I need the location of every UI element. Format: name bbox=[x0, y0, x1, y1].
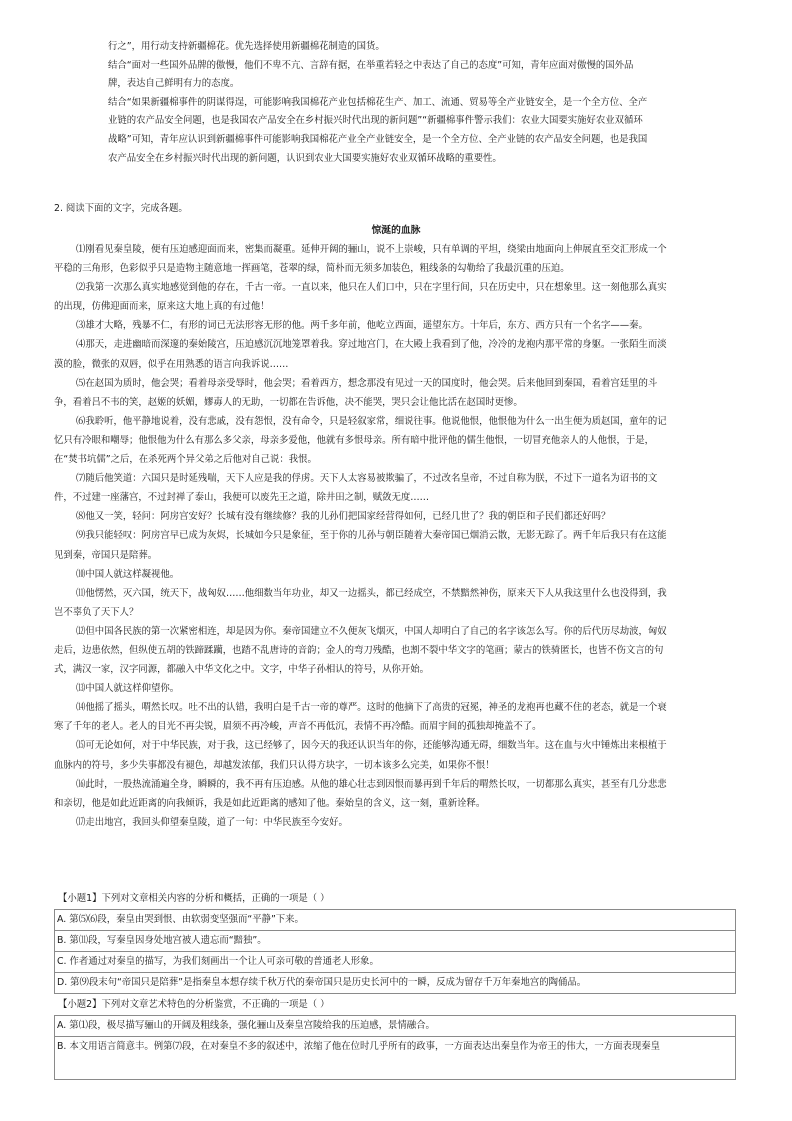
text-line: ⑷那天，走进幽暗而深邃的秦始陵宫，压迫感沉沉地笼罩着我。穿过地宫门，在大殿上我看到了他，冷冷的龙袍内那平常的身躯。一张陌生而淡 bbox=[76, 339, 667, 351]
option-b[interactable]: B. 本文用语言简意丰。例第⑺段，在对秦皇不多的叙述中，浓缩了他在位时几乎所有的政事，一方面表达出秦皇作为帝王的伟大，一方面表现秦皇 bbox=[54, 1036, 736, 1080]
text-line: ⑹我聆听，他平静地说着，没有悲戚，没有怨恨，没有命令，只是轻叙家常，细说往事。他说他恨，他恨他为什么一出生便为质赵国，童年的记 bbox=[76, 415, 667, 427]
text-line: ⑴刚看见秦皇陵，便有压迫感迎面而来，密集而凝重。延伸开阔的骊山，说不上崇峻，只有单调的平坦，绕梁由地面向上伸展直至交汇形成一个 bbox=[76, 244, 667, 255]
text-line: 寒了千年的老人。老人的目光不再尖锐，眉须不再冷峻，声音不再低沉，表情不再冷酷。而眉宇间的孤独却掩盖不了。 bbox=[54, 721, 542, 733]
question-2-stem: 【小题2】下列对文章艺术特色的分析鉴赏，不正确的一项是（ ） bbox=[58, 999, 330, 1010]
text-line: ⒄走出地宫，我回头仰望秦皇陵，道了一句：中华民族至今安好。 bbox=[76, 816, 348, 828]
article-title: 惊涎的血脉 bbox=[371, 225, 421, 236]
text-line: ⒂可无论如何，对于中华民族，对于我，这已经够了，因今天的我还认识当年的你，还能够沟通无碍，细数当年。这在血与火中锤炼出来根植于 bbox=[76, 740, 667, 752]
text-line: 战略”可知，青年应认识到新疆棉事件可能影响我国棉花产业全产业链安全，是一个全方位、全产业链的农产品安全问题，也是我国 bbox=[108, 133, 648, 145]
text-line: ⑽中国人就这样凝视他。 bbox=[76, 568, 180, 580]
text-line: 件，不过建一座藩宫，不过封禅了泰山，我便可以废先王之道，除井田之制，赋敛无度…… bbox=[54, 492, 430, 504]
text-line: ⑿但中国各民族的第一次紧密相连，却是因为你。秦帝国建立不久便灰飞烟灭，中国人却明白了自己的名字该怎么写。你的后代历尽劫波，匈奴 bbox=[76, 625, 667, 637]
text-line: 结合“面对一些国外品牌的傲慢，他们不卑不亢、言辞有据，在举重若轻之中表达了自己的态度”可知，青年应面对傲慢的国外品 bbox=[108, 59, 634, 71]
text-line: 争，看着吕不韦的笑，赵姬的妖媚，嫪毐人的无助，一切都在告诉他，决不能哭，哭只会让他比活在赵国时更惨。 bbox=[54, 396, 523, 408]
article-body bbox=[54, 240, 736, 832]
questions-section bbox=[54, 890, 736, 1082]
text-line: ⑵我第一次那么真实地感觉到他的存在，千古一帝。一直以来，他只在人们口中，只在字里行间，只在历史中，只在想象里。这一刻他那么真实 bbox=[76, 282, 667, 294]
text-line: 忆只有冷眼和嘲辱；他恨他为什么有那么多父亲，母亲多爱他，他就有多恨母亲。所有暗中批评他的儒生他恨，一切冒充他亲人的人他恨，于是， bbox=[54, 434, 655, 446]
text-line: ⒃此时，一股热流涌遍全身，瞬瞬的，我不再有压迫感。从他的雄心壮志到因恨而暴再到千年后的喟然长叹，一切都那么真实，甚至有几分悲悲 bbox=[76, 778, 667, 790]
text-line: ⑼我只能轻叹：阿房宫早已成为灰烬，长城如今只是象征，至于你的儿孙与朝臣随着大秦帝国已烟消云散，无影无踪了。两千年后我只有在这能 bbox=[76, 530, 667, 542]
text-line: 行之”，用行动支持新疆棉花。优先选择使用新疆棉花制造的国货。 bbox=[108, 41, 385, 52]
question-intro: 2. 阅读下面的文字，完成各题。 bbox=[54, 203, 188, 214]
text-line: ⑾他愣然，灭六国，统天下，战匈奴……他细数当年功业，却又一边摇头，都已经成空，不禁黯然神伤，原来天下人从我这里什么也没得到，我 bbox=[76, 587, 667, 599]
option-a[interactable]: A. 第⑴段，极尽描写骊山的开阔及粗线条，强化骊山及秦皇宫陵给我的压迫感，景情融合。 bbox=[54, 1015, 736, 1036]
option-a[interactable]: A. 第⑸⑹段，秦皇由哭到恨、由软弱变坚强而“平静”下来。 bbox=[54, 909, 736, 930]
text-line: 农产品安全在乡村振兴时代出现的新问题，认识到农业大国要实施好农业双循环战略的重要性。 bbox=[108, 152, 502, 164]
text-line: 漠的脸，微张的双唇，似乎在用熟悉的语言向我诉说…… bbox=[54, 358, 289, 370]
text-line: 结合“如果新疆棉事件的阴谋得逞，可能影响我国棉花产业包括棉花生产、加工、流通、贸易等全产业链安全，是一个全方位、全产 bbox=[108, 96, 648, 108]
text-line: 业链的农产品安全问题，也是我国农产品安全在乡村振兴时代出现的新问题”“新疆棉事件警示我们：农业大国要实施好农业双循环 bbox=[108, 115, 643, 127]
question-2-options bbox=[54, 1015, 736, 1080]
text-line: ⒀中国人就这样仰望你。 bbox=[76, 683, 180, 695]
text-line: 和亲切，他是如此近距离的向我倾诉，我是如此近距离的感知了他。秦始皇的含义，这一刻，重新诠释。 bbox=[54, 797, 486, 809]
text-line: 式，满汉一家，汉字同源，都融入中华文化之中。文字，中华子孙相认的符号，从你开始。 bbox=[54, 664, 430, 676]
text-line: 岂不辜负了天下人？ bbox=[54, 606, 139, 618]
answer-analysis-block bbox=[68, 38, 736, 168]
text-line: 平稳的三角形，色彩似乎只是造物主随意地一挥画笔，苍翠的绿，简朴而无须多加装色，粗线条的勾勒给了我最沉重的压迫。 bbox=[54, 263, 570, 275]
text-line: ⑺随后他笑道：六国只是时延残喘，天下人应是我的俘虏。天下人太容易被欺骗了，不过改名皇帝，不过自称为朕，不过下一道名为诏书的文 bbox=[76, 473, 658, 485]
text-line: 见到秦，帝国只是陪葬。 bbox=[54, 549, 158, 561]
text-line: 牌，表达自己鲜明有力的态度。 bbox=[108, 78, 240, 90]
question-1-options bbox=[54, 909, 736, 994]
option-b[interactable]: B. 第⑾段，写秦皇因身处地宫被人遗忘而“黯独”。 bbox=[54, 930, 736, 951]
text-line: 的出现，仿佛迎面而来，原来这大地上真的有过他！ bbox=[54, 301, 270, 313]
option-d[interactable]: D. 第⑼段末句“帝国只是陪葬”是指秦皇本想存续千秋万代的秦帝国只是历史长河中的一瞬，反成为留存千万年秦地宫的陶俑品。 bbox=[54, 972, 736, 994]
text-line: ⑶雄才大略，残暴不仁，有形的词已无法形容无形的他。两千多年前，他屹立西面，遥望东方。十年后，东方、西方只有一个名字——秦。 bbox=[76, 320, 648, 332]
text-line: ⒁他摇了摇头，喟然长叹。吐不出的认错，我明白是千古一帝的尊严。这时的他摘下了高贵的冠冕，神圣的龙袍再也藏不住的老态，就是一个衰 bbox=[76, 702, 667, 714]
text-line: ⑸在赵国为质时，他会哭；看着母亲受辱时，他会哭；看着西方，想念那没有见过一天的国度时，他会哭。后来他回到秦国，看着宫廷里的斗 bbox=[76, 377, 658, 389]
question-1-stem: 【小题1】下列对文章相关内容的分析和概括，正确的一项是（ ） bbox=[58, 893, 330, 904]
text-line: ⑻他又一笑，轻问：阿房宫安好？长城有没有继续修？我的儿孙们把国家经营得如何，已经几世了？我的朝臣和子民们都还好吗？ bbox=[76, 511, 611, 523]
text-line: 走后，边患依然，但纵使五胡的铁蹄蹂躏，也踏不乱唐诗的音韵；金人的弯刀残酷，也割不裂中华文字的笔画；蒙古的铁骑匿长，也皆不伤文言的句 bbox=[54, 644, 664, 656]
text-line: 血脉内的符号，多少失事都没有褪色，却越发浓郁，我们只认得方块字，一切本该多么完美，如果你不恨！ bbox=[54, 759, 495, 771]
text-line: 在“焚书坑儒”之后，在杀死两个异父弟之后他对自己说：我恨。 bbox=[54, 454, 317, 466]
option-c[interactable]: C. 作者通过对秦皇的描写，为我们刻画出一个让人可亲可敬的普通老人形象。 bbox=[54, 951, 736, 972]
